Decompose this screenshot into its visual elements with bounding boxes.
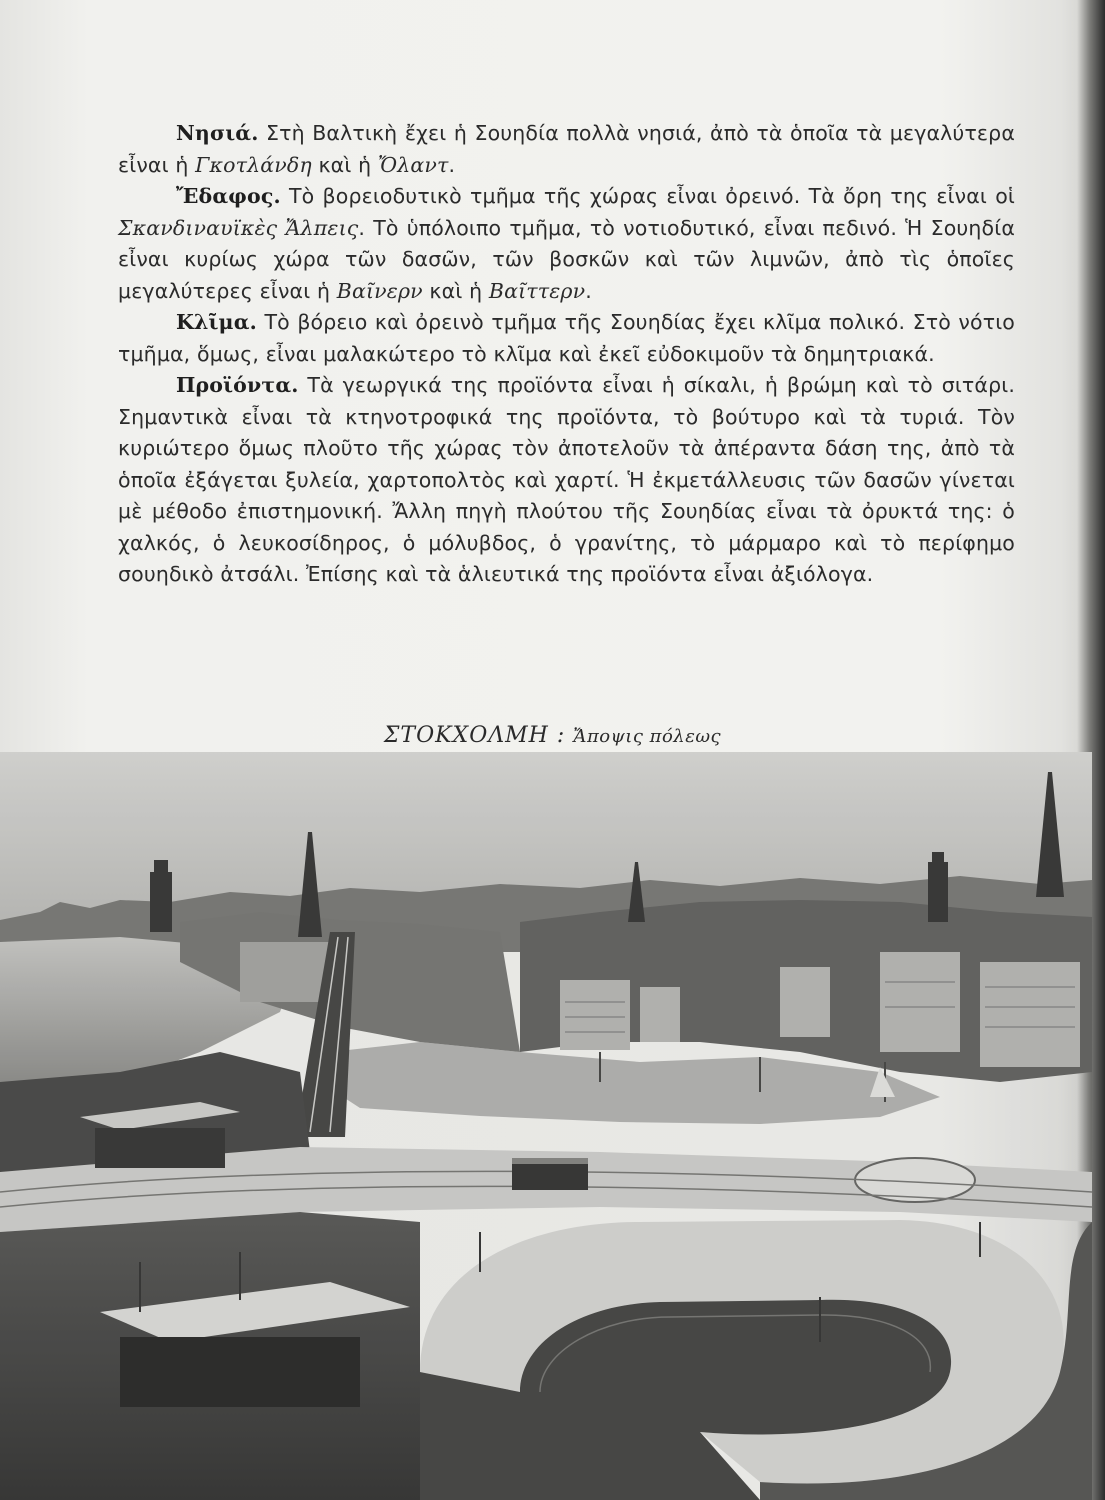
caption-subtitle: Ἄποψις πόλεως xyxy=(573,726,722,747)
paragraph-islands xyxy=(118,118,1015,181)
place-name: Σκανδιναυϊκὲς Ἄλπεις xyxy=(118,215,359,240)
article-text xyxy=(118,118,1015,591)
paragraph-climate xyxy=(118,307,1015,370)
photo-caption xyxy=(0,723,1105,748)
body-text: Στὴ Βαλτικὴ ἔχει ἡ Σουηδία πολλὰ νησιά, ἀπὸ τὰ ὁποῖα τὰ μεγαλύτερα εἶναι ἡ xyxy=(118,121,1015,177)
body-text: . xyxy=(585,278,592,303)
paragraph-products xyxy=(118,370,1015,591)
paragraph-terrain xyxy=(118,181,1015,307)
place-name: Βαῖνερν xyxy=(336,278,423,303)
body-text: . Τὸ ὑπόλοιπο τμῆμα, τὸ νοτιοδυτικό, εἶναι πεδινό. Ἡ Σουηδία εἶναι κυρίως χώρα τῶν δασῶν, τῶν βοσκῶν καὶ τῶν λιμνῶν, ἀπὸ τὶς ὁποῖες μεγαλύτερες εἶναι ἡ xyxy=(118,215,1015,303)
body-text: . xyxy=(448,152,456,177)
body-text: καὶ ἡ xyxy=(422,278,489,303)
body-text: καὶ ἡ xyxy=(311,152,378,177)
section-heading: Ἔδαφος. xyxy=(176,184,281,208)
photo-grain xyxy=(0,752,1092,1500)
section-heading: Προϊόντα. xyxy=(176,373,299,397)
caption-title: ΣΤΟΚΧΟΛΜΗ : xyxy=(383,723,566,748)
body-text: Τὰ γεωργικά της προϊόντα εἶναι ἡ σίκαλι, ἡ βρώμη καὶ τὸ σιτάρι. Σημαντικὰ εἶναι τὰ κτηνοτροφικά της προϊόντα, τὸ βούτυρο καὶ τὰ τυριά. Τὸν κυριώτερο ὅμως πλοῦτο τῆς χώρας τὸν ἀποτελοῦν τὰ ἀπέραντα δάση της, ἀπὸ τὰ ὁποῖα ἐξάγεται ξυλεία, χαρτοπολτὸς καὶ χαρτί. Ἡ ἐκμετάλλευσις τῶν δασῶν γίνεται μὲ μέθοδο ἐπιστημονική. Ἄλλη πηγὴ πλούτου τῆς Σουηδίας εἶναι τὰ ὀρυκτά της: ὁ χαλκός, ὁ λευκοσίδηρος, ὁ μόλυβδος, ὁ γρανίτης, τὸ μάρμαρο καὶ τὸ περίφημο σουηδικὸ ἀτσάλι. Ἐπίσης καὶ τὰ ἁλιευτικά της προϊόντα εἶναι ἀξιόλογα. xyxy=(118,373,1015,586)
body-text: Τὸ βόρειο καὶ ὀρεινὸ τμῆμα τῆς Σουηδίας ἔχει κλῖμα πολικό. Στὸ νότιο τμῆμα, ὅμως, εἶναι μαλακώτερο τὸ κλῖμα καὶ ἐκεῖ εὐδοκιμοῦν τὰ δημητριακά. xyxy=(118,310,1015,366)
section-heading: Νησιά. xyxy=(176,121,259,145)
stockholm-city-photo xyxy=(0,752,1092,1500)
section-heading: Κλῖμα. xyxy=(176,310,257,334)
place-name: Ὄλαντ xyxy=(377,152,449,177)
place-name: Γκοτλάνδη xyxy=(195,152,312,177)
body-text: Τὸ βορειοδυτικὸ τμῆμα τῆς χώρας εἶναι ὀρεινό. Τὰ ὄρη της εἶναι οἱ xyxy=(280,184,1015,208)
place-name: Βαῖττερν xyxy=(488,278,586,303)
